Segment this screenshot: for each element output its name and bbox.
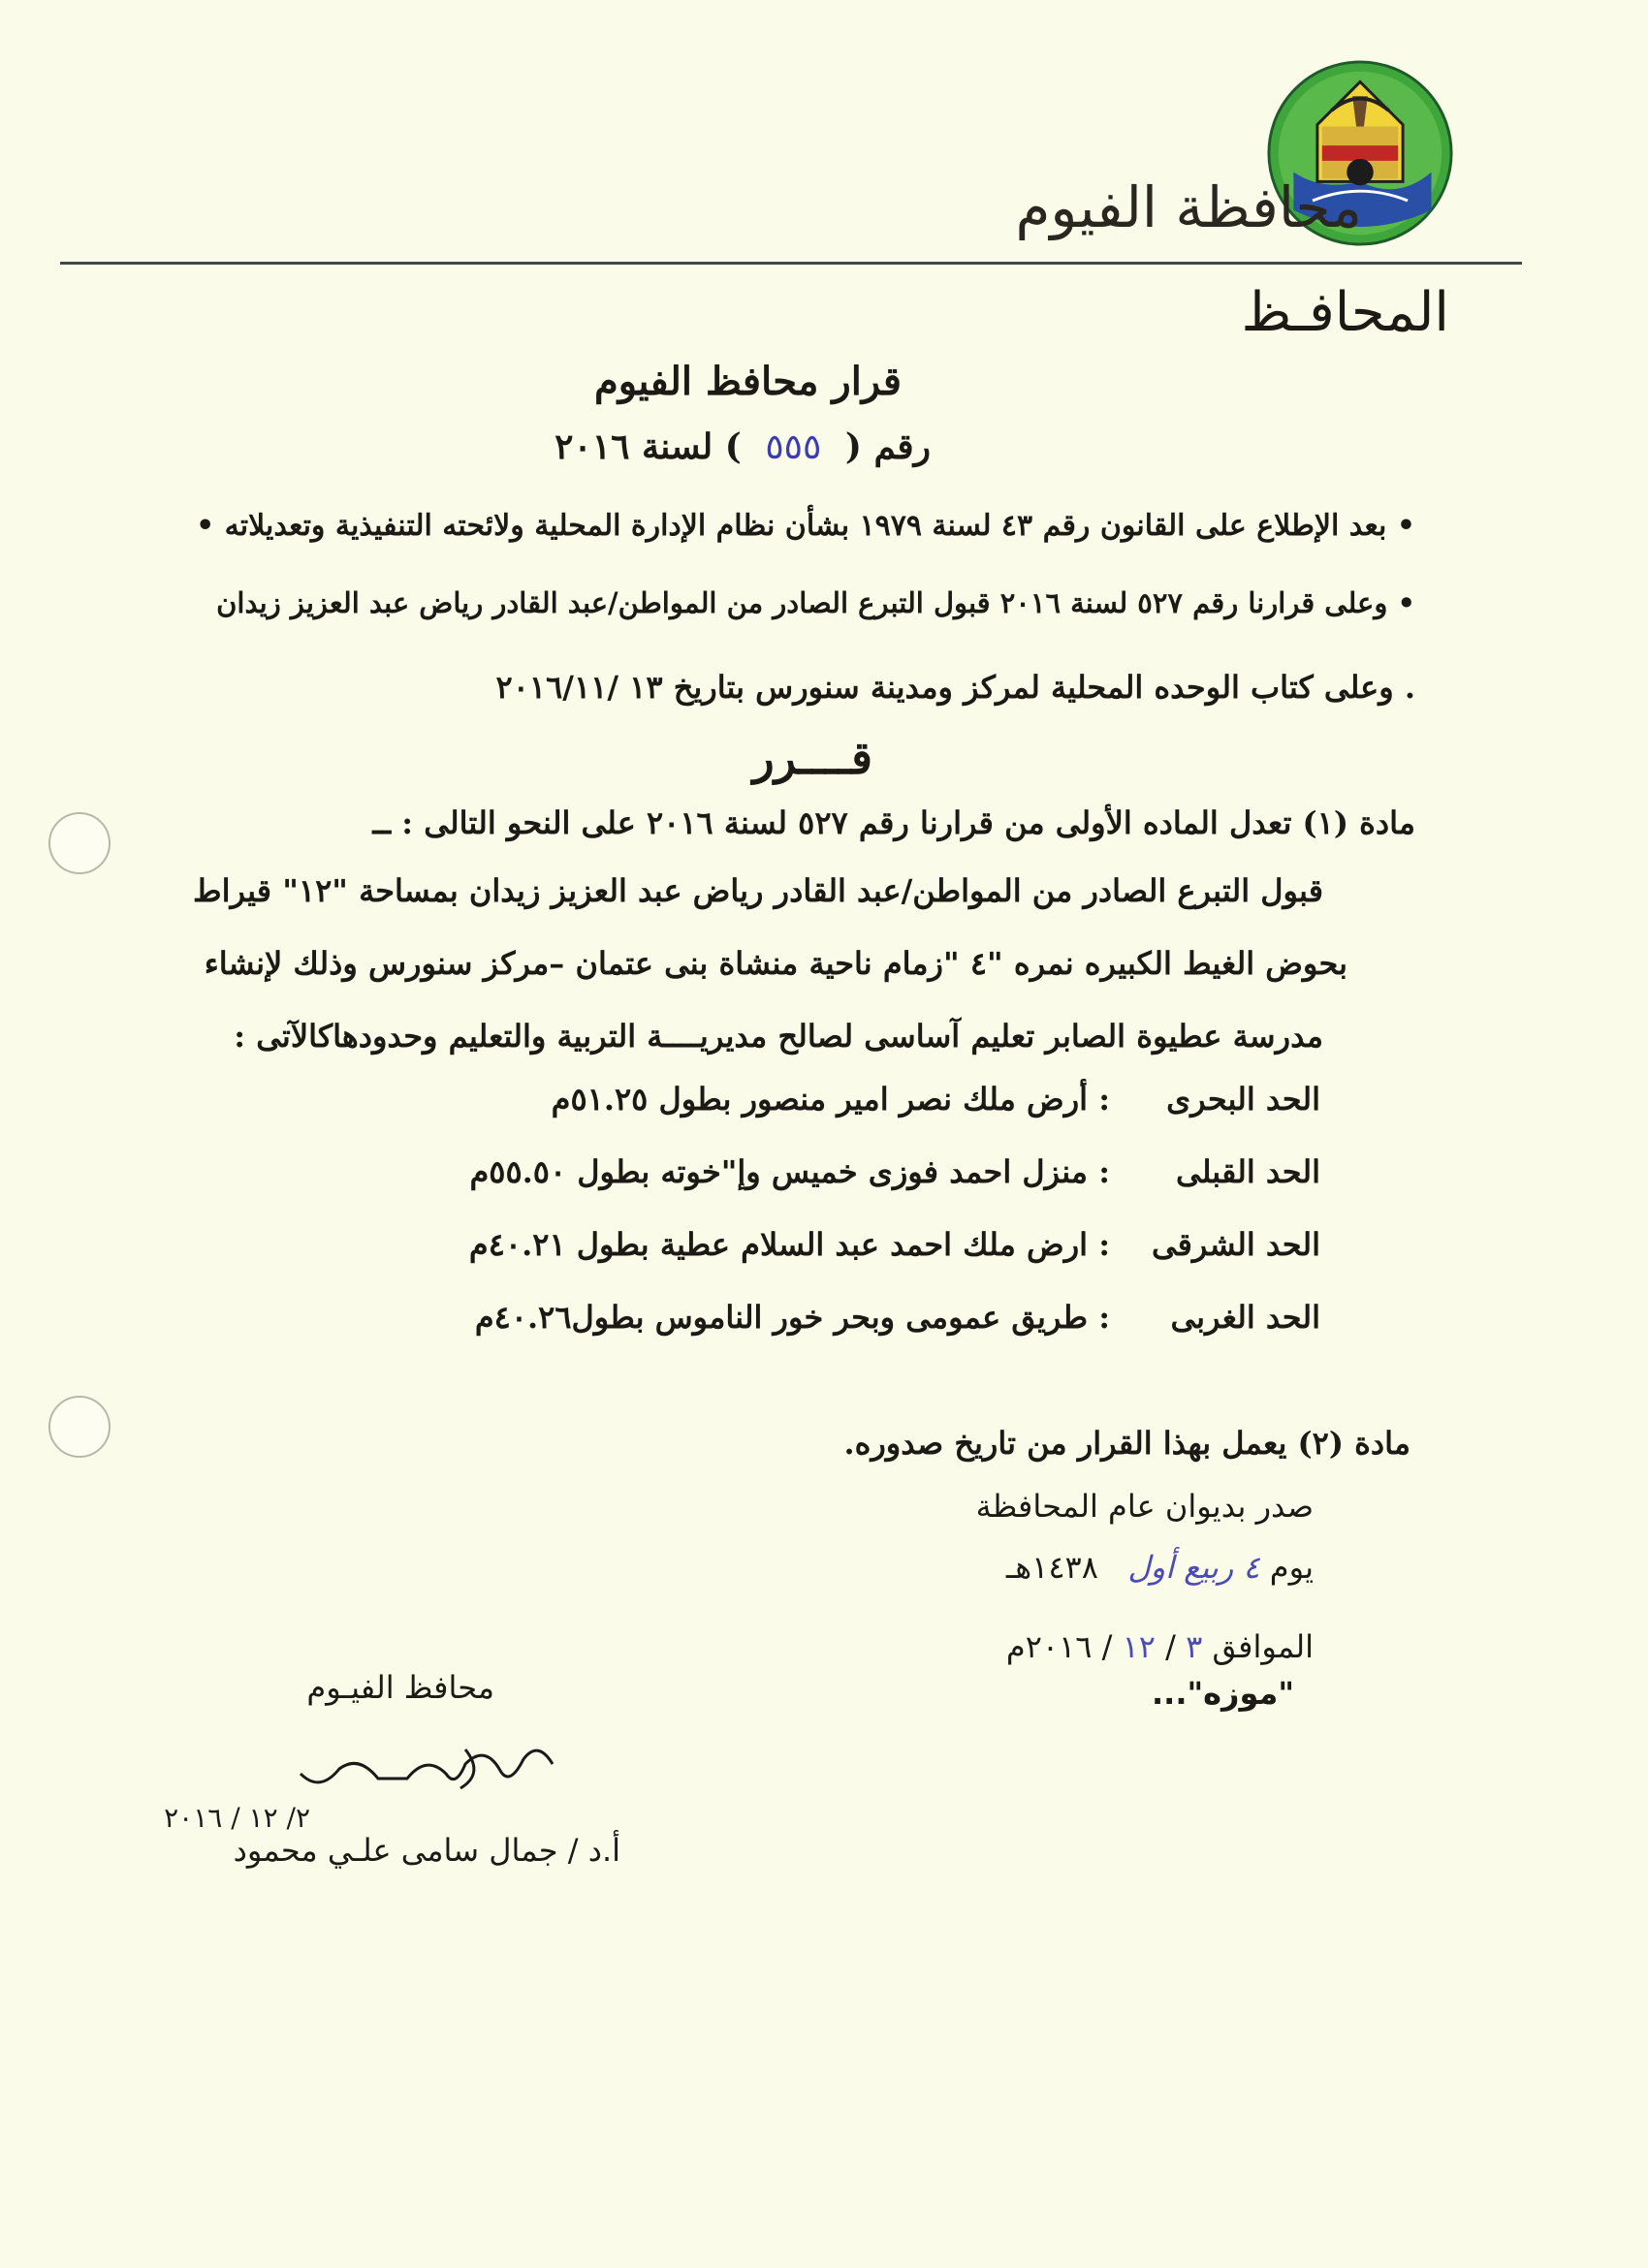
boundary-label: الحد الشرقى	[1151, 1226, 1320, 1263]
header-rule	[60, 262, 1522, 265]
hijri-date-handwritten: ٤ ربيع أول	[1127, 1549, 1260, 1586]
decided-heading: قــــرر	[752, 732, 872, 784]
signatory-name: أ.د / جمال سامى علـي محمود	[233, 1832, 620, 1869]
gregorian-day: ٣	[1186, 1628, 1203, 1665]
boundary-label: الحد البحرى	[1166, 1081, 1320, 1118]
article-1-line: بحوض الغيط الكبيره نمره "٤ "زمام ناحية منشاة بنى عتمان –مركز سنورس وذلك لإنشاء	[204, 945, 1347, 982]
hijri-date-line	[1006, 1549, 1314, 1586]
boundary-label: الحد القبلى	[1176, 1153, 1320, 1190]
boundary-value: : منزل احمد فوزى خميس وإ"خوته بطول ٥٥.٥٠م	[469, 1153, 1110, 1190]
gregorian-date-line: الموافق ٣ / ١٢ / ٢٠١٦م	[1005, 1628, 1314, 1665]
preamble-paragraph: . وعلى كتاب الوحده المحلية لمركز ومدينة سنورس بتاريخ ١٣ /٢٠١٦/١١	[495, 669, 1415, 706]
gregorian-month: ١٢	[1122, 1628, 1156, 1665]
boundary-label: الحد الغربى	[1170, 1299, 1320, 1336]
preamble-paragraph: • وعلى قرارنا رقم ٥٢٧ لسنة ٢٠١٦ قبول التبرع الصادر من المواطن/عبد القادر رياض عبد العزيز زيدان	[216, 586, 1415, 619]
article-1-heading: مادة (١) تعدل الماده الأولى من قرارنا رقم ٥٢٧ لسنة ٢٠١٦ على النحو التالى : ــ	[372, 804, 1415, 841]
punch-hole	[48, 812, 111, 874]
decree-number-suffix: ) لسنة ٢٠١٦	[555, 426, 742, 467]
boundary-value: : أرض ملك نصر امير منصور بطول ٥١.٢٥م	[551, 1081, 1110, 1118]
article-1-line: مدرسة عطيوة الصابر تعليم آساسى لصالح مديريــــة التربية والتعليم وحدودهاكالآتى :	[234, 1018, 1323, 1055]
signature-date: ٢/ ١٢ / ٢٠١٦	[164, 1802, 310, 1834]
punch-hole	[48, 1396, 111, 1458]
gregorian-prefix: الموافق	[1212, 1628, 1314, 1665]
signatory-title: محافظ الفيـوم	[306, 1669, 494, 1706]
decree-title: قرار محافظ الفيوم	[593, 359, 902, 404]
office-title: المحافـظ	[1241, 281, 1449, 344]
clerk-initials: "موزه"...	[1152, 1675, 1294, 1712]
article-1-line: قبول التبرع الصادر من المواطن/عبد القادر رياض عبد العزيز زيدان بمساحة "١٢" قيراط	[192, 872, 1323, 909]
preamble-paragraph: • بعد الإطلاع على القانون رقم ٤٣ لسنة ١٩٧٩ بشأن نظام الإدارة المحلية ولائحته التنفيذية وتعديلاته •	[196, 509, 1415, 543]
article-2: مادة (٢) يعمل بهذا القرار من تاريخ صدوره.	[843, 1425, 1410, 1462]
handwritten-signature	[164, 1735, 562, 1842]
hijri-prefix: يوم	[1269, 1549, 1314, 1586]
issued-place: صدر بديوان عام المحافظة	[975, 1488, 1314, 1525]
boundary-value: : ارض ملك احمد عبد السلام عطية بطول ٤٠.٢١م	[468, 1226, 1110, 1263]
decree-number-prefix: رقم (	[844, 426, 931, 467]
governorate-name: محافظة الفيوم	[1015, 174, 1362, 240]
gregorian-year: ٢٠١٦م	[1005, 1628, 1093, 1665]
decree-number-line	[555, 426, 931, 467]
hijri-year: ١٤٣٨هـ	[1005, 1549, 1098, 1586]
boundary-value: : طريق عمومى وبحر خور الناموس بطول٤٠.٢٦م	[474, 1299, 1110, 1336]
decree-number-handwritten: ٥٥٥	[765, 427, 822, 467]
